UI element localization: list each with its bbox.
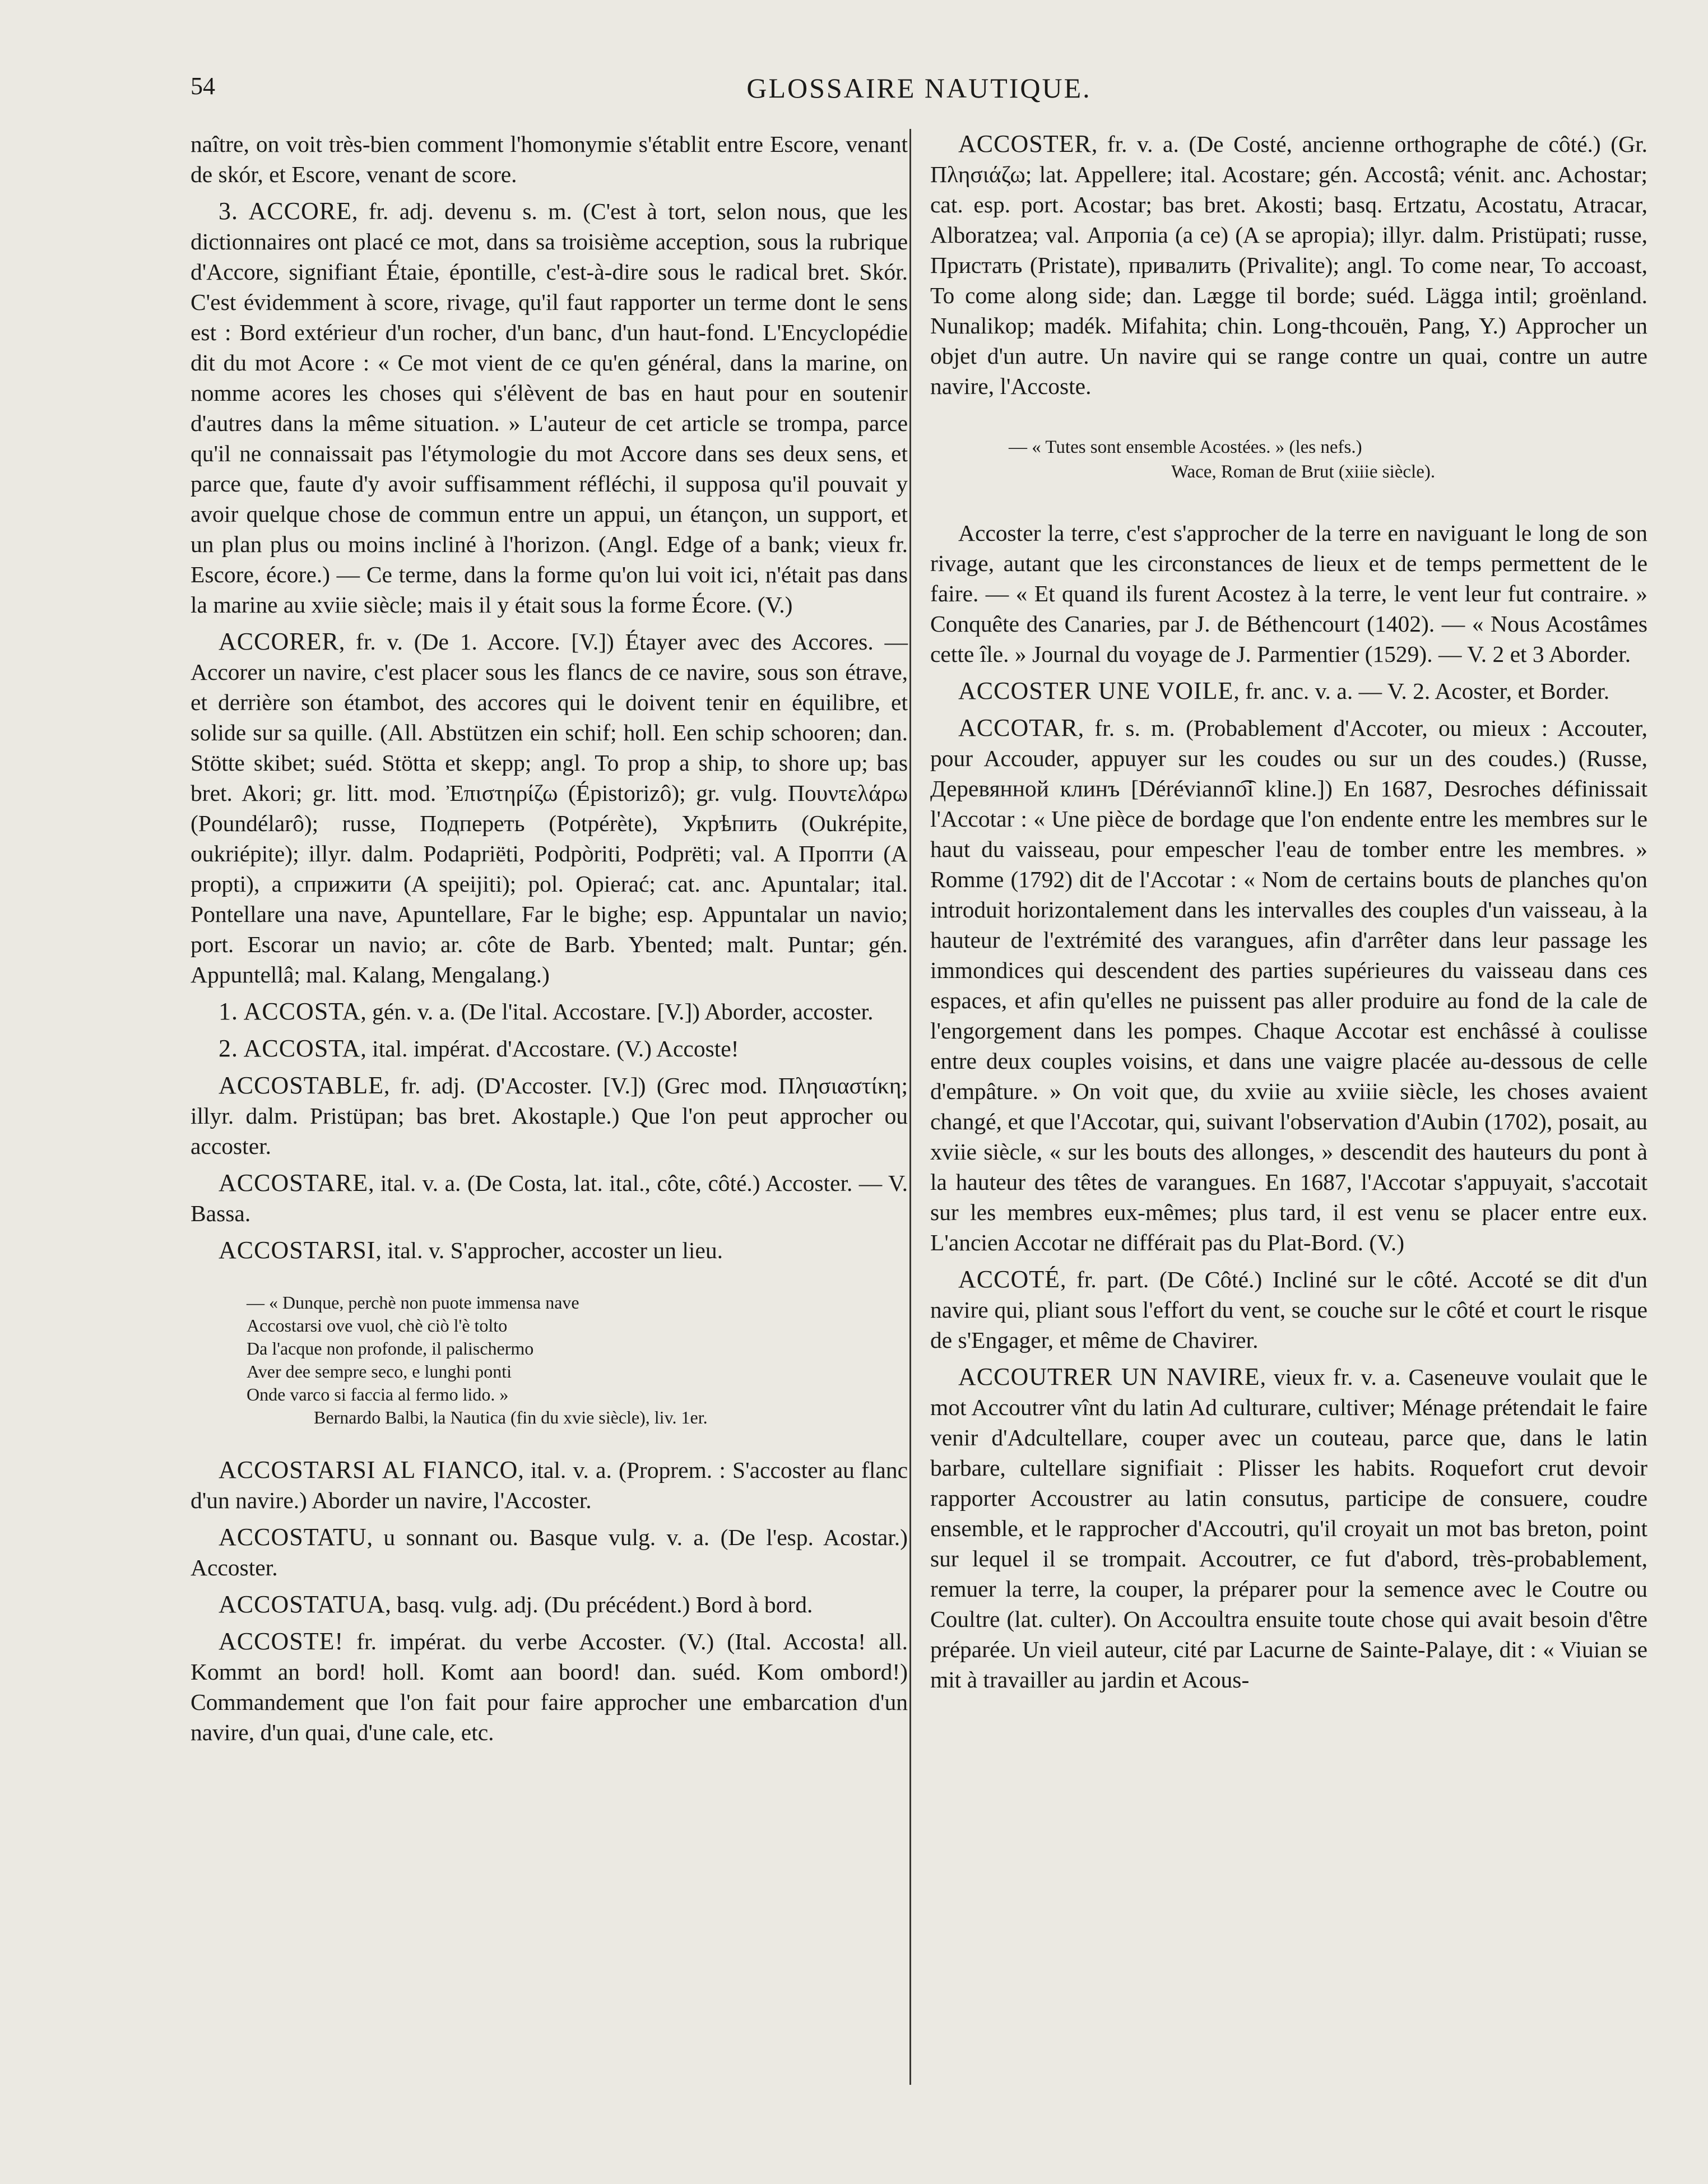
entry-accoster bbox=[930, 129, 1647, 401]
entry-text: , fr. adj. devenu s. m. (C'est à tort, selon nous, que les dictionnaires ont placé ce mot, dans sa troisième acception, sous la rubrique d'Accore, signifiant Étaie, épontille, c'est-à-dire sous le radical bret. Skór. C'est évidemment à score, rivage, qu'il faut rapporter un terme dont le sens est : Bord extérieur d'un rocher, d'un banc, d'un haut-fond. L'Encyclopédie dit du mot Acore : « Ce mot vient de ce qu'en général, dans la marine, on nomme acores les choses qui s'élèvent de bas en haut pour en soutenir d'autres dans la même situation. » L'auteur de cet article se trompa, parce qu'il ne connaissait pas l'étymologie du mot Accore dans ses deux sens, et parce que, faute d'y avoir suffisamment réfléchi, il supposa qu'il pouvait y avoir quelque chose de commun entre un appui, un étançon, un support, et un plan plus ou moins incliné à l'horizon. (Angl. Edge of a bank; vieux fr. Escore, écore.) — Ce terme, dans la forme qu'on lui voit ici, n'était pas dans la marine au xviie siècle; mais il y était sous la forme Écore. (V.) bbox=[191, 198, 908, 618]
entry-accoster-une-voile bbox=[930, 676, 1647, 706]
entry-text: , ital. v. a. (Proprem. : S'accoster au flanc d'un navire.) Aborder un navire, l'Accoster. bbox=[191, 1457, 908, 1513]
quote-line: — « Dunque, perchè non puote immensa nave bbox=[247, 1292, 579, 1313]
headword: ACCOSTARE bbox=[219, 1169, 369, 1197]
continuation-paragraph: naître, on voit très-bien comment l'homonymie s'établit entre Escore, venant de skór, et Escore, venant de score. bbox=[191, 131, 908, 187]
column-divider bbox=[909, 129, 911, 2085]
right-column bbox=[930, 129, 1647, 1701]
entry-text: , ital. v. a. (De Costa, lat. ital., côte, côté.) Accoster. — V. Bassa. bbox=[191, 1170, 908, 1226]
quote-line: Onde varco si faccia al fermo lido. » bbox=[247, 1384, 509, 1404]
entry-text: , fr. v. (De 1. Accore. [V.]) Étayer avec des Accores. — Accorer un navire, c'est placer sous les flancs de ce navire, sous son étrave, et derrière son étambot, des accores qui le doivent tenir en équilibre, et solide sur sa quille. (All. Abstützen ein schif; holl. Een schip schooren; dan. Stötte skibet; suéd. Stötta et skepp; angl. To prop a ship, to shore up; bas bret. Akori; gr. litt. mod. Ἐπιστηρίζω (Épistorizô); gr. vulg. Πουντελάρω (Poundélarô); russe, Подпереть (Potpérète), Укрѣпить (Oukrépite, oukriépite); illyr. dalm. Podapriëti, Podpòriti, Podprëti; val. A Пропти (A propti), a сприжити (A speijiti); pol. Opierać; cat. anc. Apuntalar; ital. Pontellare una nave, Apuntellare, Far le bighe; esp. Appuntalar un navio; port. Escorar un navio; ar. côte de Barb. Ybented; malt. Puntar; gén. Appuntellâ; mal. Kalang, Mengalang.) bbox=[191, 629, 908, 987]
headword: ACCOUTRER UN NAVIRE bbox=[958, 1363, 1260, 1390]
entry-accoutrer-un-navire bbox=[930, 1362, 1647, 1695]
quote-line: Aver dee sempre seco, e lunghi ponti bbox=[247, 1361, 512, 1381]
entry-accostable bbox=[191, 1070, 908, 1161]
headword: ACCOSTER bbox=[958, 130, 1092, 157]
headword: 2. ACCOSTA bbox=[219, 1035, 361, 1062]
running-title: GLOSSAIRE NAUTIQUE. bbox=[746, 72, 1092, 104]
entry-2-accosta bbox=[191, 1033, 908, 1064]
entry-accostare bbox=[191, 1168, 908, 1228]
entry-1-accosta bbox=[191, 996, 908, 1027]
entry-text: , vieux fr. v. a. Caseneuve voulait que le mot Accoutrer vînt du latin Ad culturare, cultiver; Ménage prétendait le faire venir d'Adcultellare, couper avec un couteau, parce que, dans le latin barbare, cultellare signifiait : Plisser les habits. Roquefort crut devoir rapporter Accoustrer au latin consutus, participe de consuere, coudre ensemble, et le rapprocher d'Accoutri, qu'il croyait un mot bas breton, point sur lequel il se trompait. Accoutrer, ce fut d'abord, très-probablement, remuer la terre, la couper, la préparer pour la semence avec le Coutre ou Coultre (lat. culter). On Accoultra ensuite toute chose qui avait besoin d'être préparée. Un vieil auteur, cité par Lacurne de Sainte-Palaye, dit : « Viuian se mit à travailler au jardin et Acous- bbox=[930, 1364, 1647, 1693]
entry-3-accore bbox=[191, 196, 908, 620]
headword: ACCOTAR bbox=[958, 714, 1078, 741]
quote-source: Bernardo Balbi, la Nautica (fin du xvie siècle), liv. 1er. bbox=[314, 1407, 708, 1427]
page-header bbox=[191, 72, 1647, 117]
entry-accote bbox=[930, 1264, 1647, 1355]
entry-accorer bbox=[191, 627, 908, 990]
accoster-la-terre-paragraph: Accoster la terre, c'est s'approcher de la terre en naviguant le long de son rivage, autant que les circonstances de lieux et de temps permettent de le faire. — « Et quand ils furent Acostez à la terre, le vent leur fut contraire. » Conquête des Canaries, par J. de Béthencourt (1402). — « Nous Acostâmes cette île. » Journal du voyage de J. Parmentier (1529). — V. 2 et 3 Aborder. bbox=[930, 520, 1647, 667]
wace-quote bbox=[1009, 435, 1647, 484]
left-column bbox=[191, 129, 908, 1754]
entry-text: fr. impérat. du verbe Accoster. (V.) (Ital. Accosta! all. Kommt an bord! holl. Komt aan boord! dan. suéd. Kom ombord!) Commandement que l'on fait pour faire approcher une embarcation d'un navire, d'un quai, d'une cale, etc. bbox=[191, 1629, 908, 1745]
entry-text: , gén. v. a. (De l'ital. Accostare. [V.]) Aborder, accoster. bbox=[360, 999, 874, 1024]
headword: ACCORER bbox=[219, 628, 339, 655]
entry-text: , fr. part. (De Côté.) Incliné sur le côté. Accoté se dit d'un navire qui, pliant sous l'effort du vent, se couche sur le côté et court le risque de s'Engager, et même de Chavirer. bbox=[930, 1267, 1647, 1353]
entry-accostatu bbox=[191, 1522, 908, 1583]
entry-accostarsi bbox=[191, 1235, 908, 1265]
verse-quote bbox=[247, 1291, 908, 1429]
headword: 1. ACCOSTA bbox=[219, 998, 361, 1025]
entry-accostarsi-al-fianco bbox=[191, 1455, 908, 1515]
headword: 3. ACCORE bbox=[219, 197, 352, 225]
entry-text: , u sonnant ou. Basque vulg. v. a. (De l'esp. Acostar.) Accoster. bbox=[191, 1524, 908, 1580]
headword: ACCOTÉ bbox=[958, 1265, 1060, 1293]
entry-text: , ital. impérat. d'Accostare. (V.) Accoste! bbox=[360, 1036, 739, 1061]
headword: ACCOSTARSI bbox=[219, 1236, 376, 1264]
quote-source: Wace, Roman de Brut (xiiie siècle). bbox=[1171, 462, 1436, 482]
quote-line: — « Tutes sont ensemble Acostées. » (les nefs.) bbox=[1009, 437, 1362, 457]
headword: ACCOSTATU bbox=[219, 1523, 367, 1551]
page-number: 54 bbox=[191, 72, 215, 100]
headword: ACCOSTE! bbox=[219, 1627, 344, 1655]
entry-text: , fr. adj. (D'Accoster. [V.]) (Grec mod. Πλησιαστίκη; illyr. dalm. Pristüpan; bas bret. Akostaple.) Que l'on peut approcher ou accoster. bbox=[191, 1073, 908, 1159]
entry-text: , fr. v. a. (De Costé, ancienne orthographe de côté.) (Gr. Πλησιάζω; lat. Appellere; ital. Acostare; gén. Accostâ; vénit. anc. Achostar; cat. esp. port. Acostar; bas bret. Akosti; basq. Ertzatu, Acostatu, Atracar, Alboratzea; val. Апропia (a ce) (A se apropia); illyr. dalm. Pristüpati; russe, Пристать (Pristate), привалить (Privalite); angl. To come near, To accoast, To come along side; dan. Lægge til borde; suéd. Lägga intil; groënland. Nunalikop; madék. Mifahita; chin. Long-thcouën, Pang, Y.) Approcher un objet d'un autre. Un navire qui se range contre un quai, contre un autre navire, l'Accoste. bbox=[930, 131, 1647, 399]
headword: ACCOSTER UNE VOILE bbox=[958, 677, 1234, 704]
quote-line: Accostarsi ove vuol, chè ciò l'è tolto bbox=[247, 1315, 508, 1336]
headword: ACCOSTABLE bbox=[219, 1072, 384, 1099]
entry-text: , fr. s. m. (Probablement d'Accoter, ou mieux : Accouter, pour Accouder, appuyer sur les coudes ou sur un des coudes.) (Russe, Деревянной клинъ [Dérévianno͡i kline.]) En 1687, Desroches définissait l'Accotar : « Une pièce de bordage que l'on endente entre les membres sur le haut du vaisseau, pour empescher l'eau de tomber entre les membres. » Romme (1792) dit de l'Accotar : « Nom de certains bouts de planches qu'on introduit horizontalement dans les intervalles des couples d'un vaisseau, à la hauteur de l'extrémité des varangues, afin d'arrêter dans leur passage les immondices qui descendent des parties supérieures du vaisseau dans ces espaces, et afin qu'elles ne puissent pas aller produire au fond de la cale de l'engorgement dans les pompes. Chaque Accotar est enchâssé à coulisse entre deux couples voisins, et dans une vaigre placée au-dessous de celle d'empâture. » On voit que, du xviie au xviiie siècle, les choses avaient changé, et que l'Accotar, qui, suivant l'observation d'Aubin (1702), posait, au xviie siècle, « sur les bouts des allonges, » descendit des hauteurs du pont à la hauteur des têtes de varangues. En 1687, l'Accotar s'appuyait, s'accotait sur les membres eux-mêmes; plus tard, il est venu se placer entre eux. L'ancien Accotar ne différait pas du Plat-Bord. (V.) bbox=[930, 715, 1647, 1255]
entry-accoste bbox=[191, 1626, 908, 1747]
entry-text: , ital. v. S'approcher, accoster un lieu. bbox=[375, 1237, 723, 1263]
entry-accostatua bbox=[191, 1589, 908, 1620]
entry-accotar bbox=[930, 713, 1647, 1258]
headword: ACCOSTATUA bbox=[219, 1591, 386, 1618]
entry-text: , basq. vulg. adj. (Du précédent.) Bord à bord. bbox=[385, 1592, 813, 1617]
entry-text: , fr. anc. v. a. — V. 2. Acoster, et Border. bbox=[1233, 678, 1610, 704]
quote-line: Da l'acque non profonde, il palischermo bbox=[247, 1338, 534, 1358]
headword: ACCOSTARSI AL FIANCO bbox=[219, 1456, 518, 1483]
